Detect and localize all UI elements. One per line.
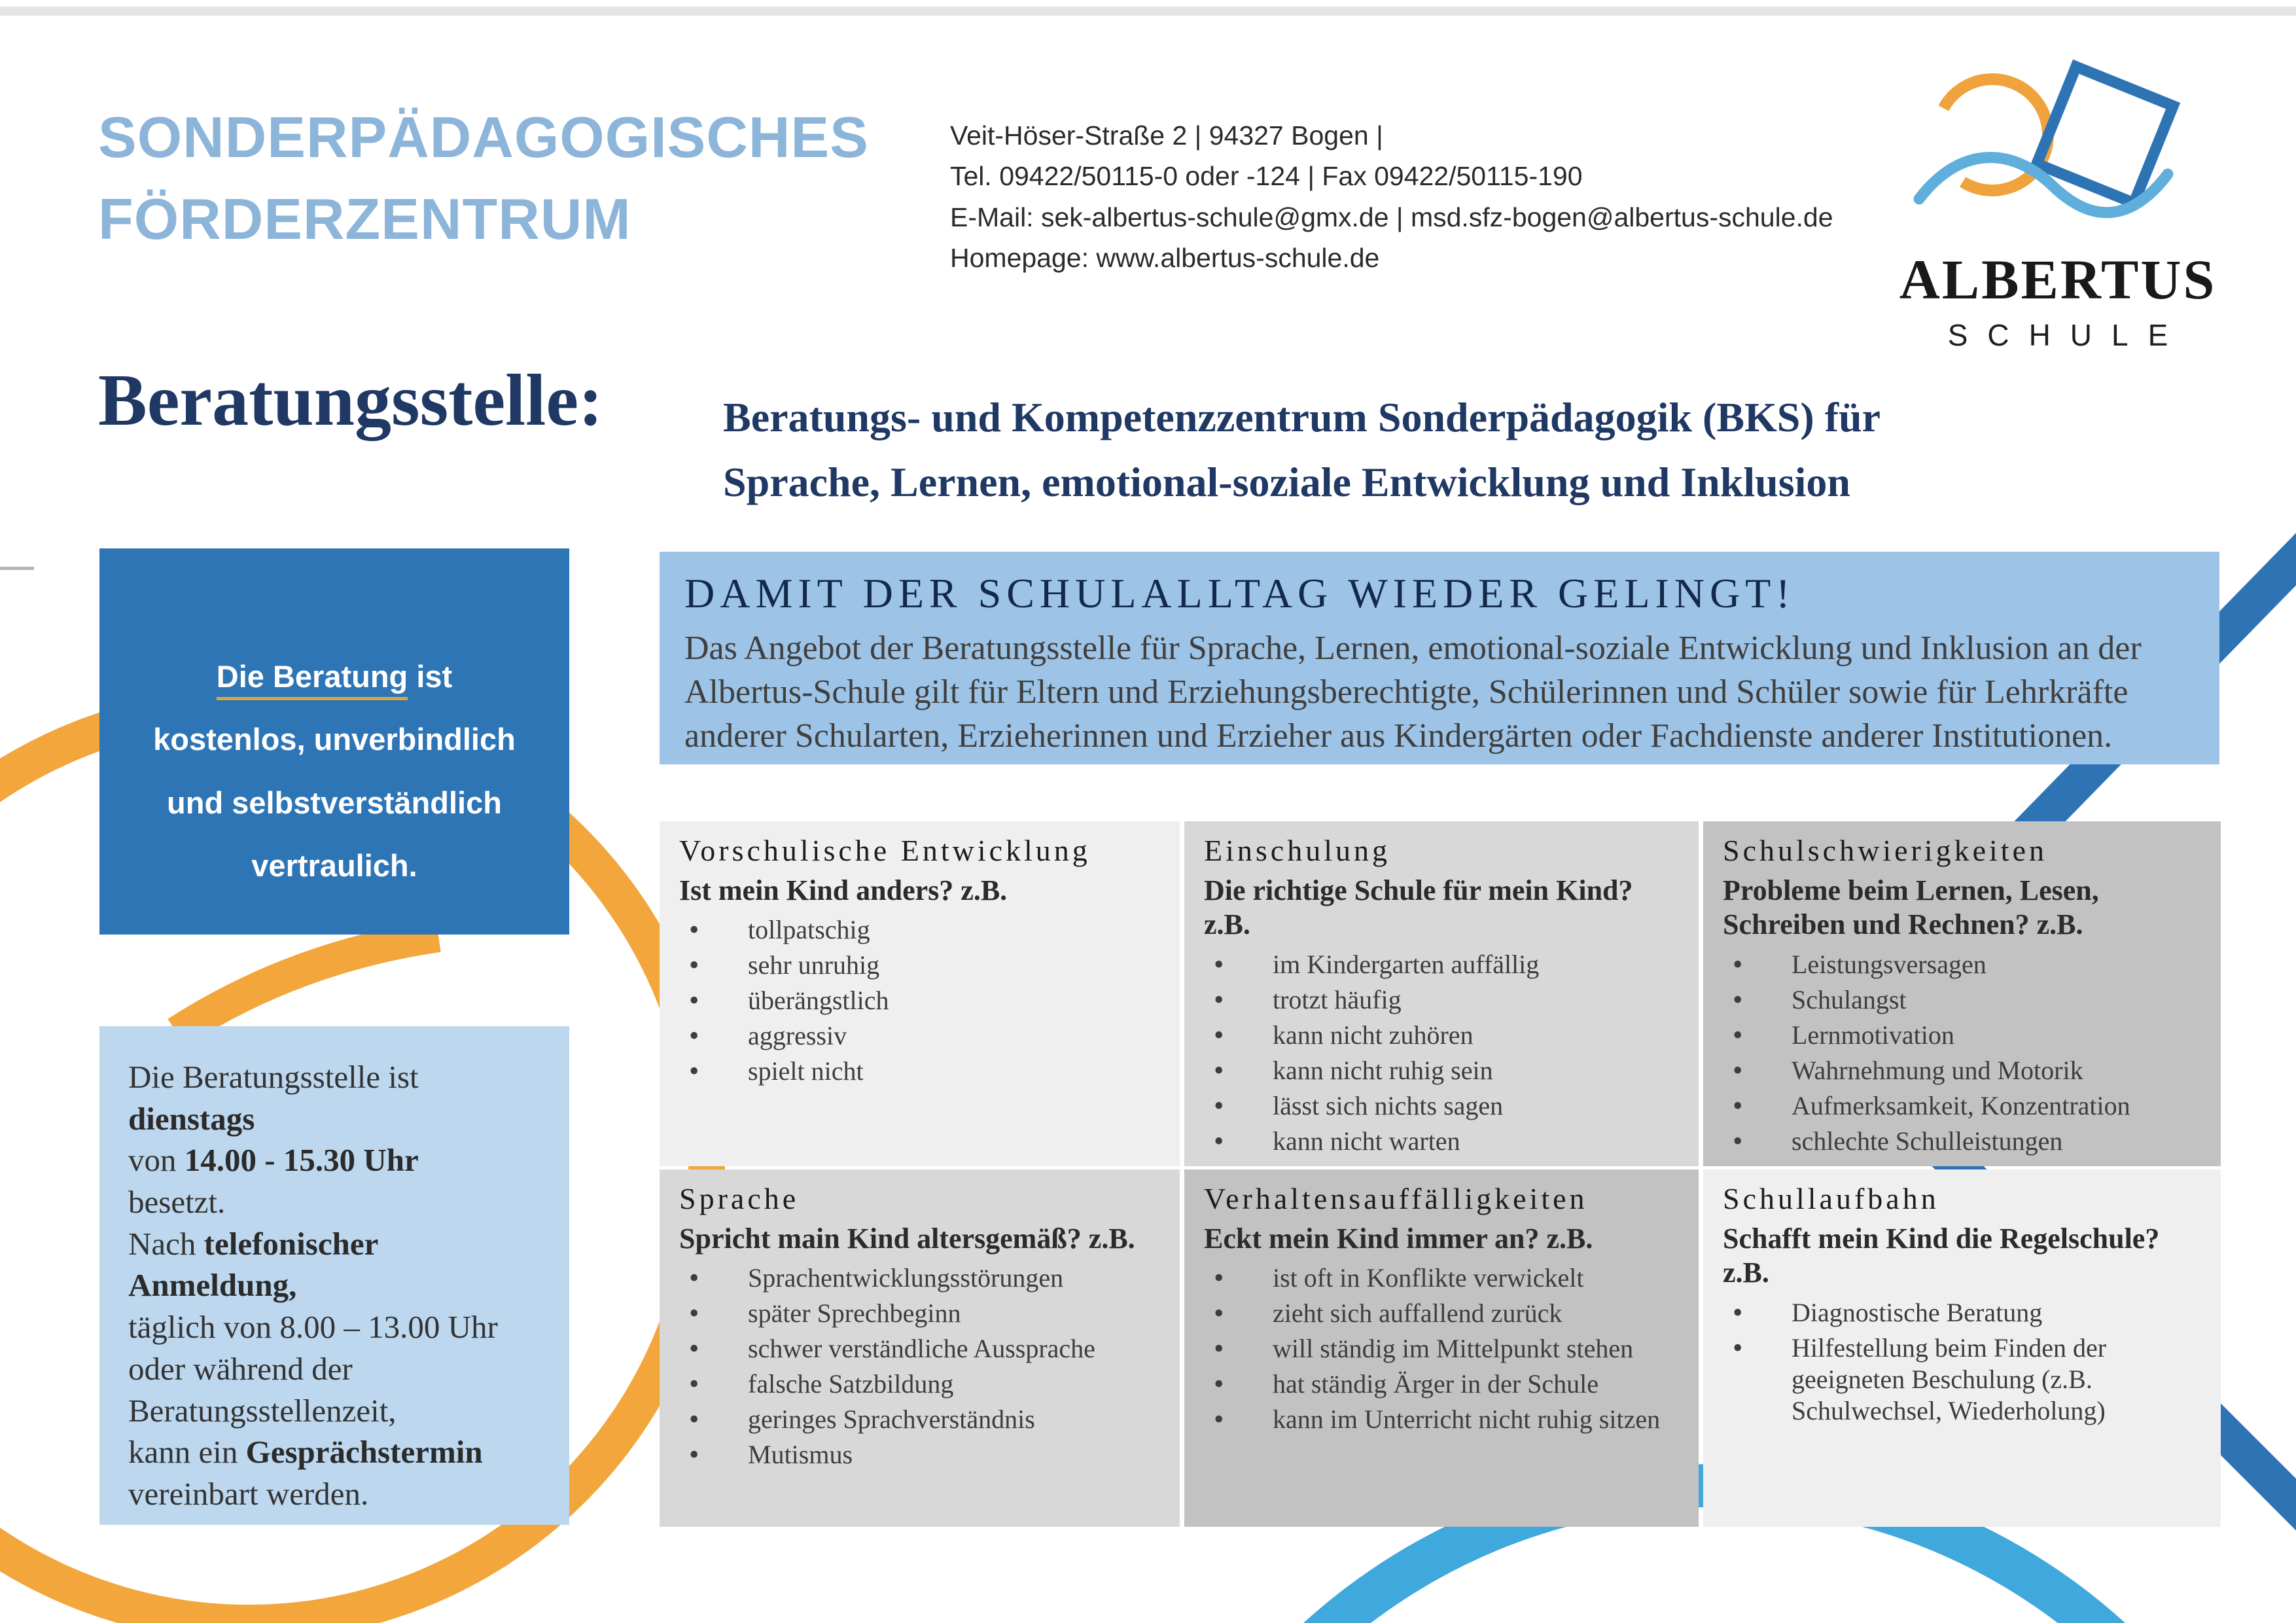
contact-block xyxy=(950,115,1899,278)
topic-card-5 xyxy=(1184,1169,1699,1527)
page-subtitle-line1: Beratungs- und Kompetenzzentrum Sonderpädagogik (BKS) für xyxy=(723,394,1881,440)
topic-question: Schafft mein Kind die Regelschule? z.B. xyxy=(1723,1222,2160,1289)
topics-grid xyxy=(660,821,2219,1527)
list-item: • im Kindergarten auffällig xyxy=(1204,949,1680,980)
list-item: • tollpatschig xyxy=(679,914,1161,946)
opening-hours-line: besetzt. xyxy=(128,1184,226,1221)
list-item: • falsche Satzbildung xyxy=(679,1368,1161,1400)
topic-list xyxy=(679,914,1161,1087)
banner-heading: DAMIT DER SCHULALLTAG WIEDER GELINGT! xyxy=(684,570,1795,616)
opening-hours-text xyxy=(128,1056,544,1515)
topic-question: Die richtige Schule für mein Kind? z.B. xyxy=(1204,874,1633,941)
topic-title: Vorschulische Entwicklung xyxy=(679,834,1091,867)
list-item: • später Sprechbeginn xyxy=(679,1298,1161,1329)
topic-question: Ist mein Kind anders? z.B. xyxy=(679,874,1008,906)
underlined-phrase: Die Beratung xyxy=(217,659,408,700)
page-title: Beratungsstelle: xyxy=(98,360,603,441)
list-item: • Hilfestellung beim Finden der geeigneten Beschulung (z.B. Schulwechsel, Wiederholung) xyxy=(1723,1332,2202,1427)
school-logo xyxy=(1894,51,2221,353)
org-title xyxy=(98,97,981,260)
list-item: • schwer verständliche Aussprache xyxy=(679,1333,1161,1364)
list-item: • aggressiv xyxy=(679,1020,1161,1052)
opening-hours-line: oder während der xyxy=(128,1350,353,1387)
banner-body: Das Angebot der Beratungsstelle für Sprache, Lernen, emotional-soziale Entwicklung und Inklusion an der Albertus-Schule gilt für Eltern und Erziehungsberechtigte, Schülerinnen und Schüler sowie für Lehrkräfte anderer Schularten, Erzieherinnen und Erzieher aus Kindergärten oder Fachdienste anderer Institutionen. xyxy=(684,629,2142,755)
list-item: • will ständig im Mittelpunkt stehen xyxy=(1204,1333,1680,1364)
topic-question: Eckt mein Kind immer an? z.B. xyxy=(1204,1222,1593,1255)
topic-title: Sprache xyxy=(679,1182,800,1215)
topic-card-1 xyxy=(660,821,1180,1166)
decor-orange-arc-icon xyxy=(177,936,438,1033)
topic-list xyxy=(1723,1297,2202,1427)
topic-card-2 xyxy=(1184,821,1699,1166)
opening-hours-line: täglich von 8.00 – 13.00 Uhr xyxy=(128,1309,498,1346)
confidentiality-text: Die Beratung ist kostenlos, unverbindlich und selbstverständlich vertraulich. xyxy=(153,659,516,883)
list-item: • Sprachentwicklungsstörungen xyxy=(679,1262,1161,1294)
list-item: • hat ständig Ärger in der Schule xyxy=(1204,1368,1680,1400)
topic-title: Schulschwierigkeiten xyxy=(1723,834,2048,867)
confidentiality-box xyxy=(99,548,569,935)
list-item: • kann im Unterricht nicht ruhig sitzen xyxy=(1204,1404,1680,1435)
list-item: • kann nicht ruhig sein xyxy=(1204,1055,1680,1086)
opening-hours-line: Anmeldung, xyxy=(128,1267,297,1304)
list-item: • Diagnostische Beratung xyxy=(1723,1297,2202,1329)
list-item: • Lernmotivation xyxy=(1723,1020,2202,1051)
margin-dash xyxy=(0,567,34,570)
topic-title: Schullaufbahn xyxy=(1723,1182,1939,1215)
opening-hours-line: vereinbart werden. xyxy=(128,1475,369,1512)
opening-hours-line: Nach telefonischer xyxy=(128,1225,379,1262)
contact-phone-fax: Tel. 09422/50115-0 oder -124 | Fax 09422/50115-190 xyxy=(950,161,1583,192)
logo-graphic-icon xyxy=(1901,51,2215,247)
list-item: • Aufmerksamkeit, Konzentration xyxy=(1723,1090,2202,1122)
opening-hours-line: Die Beratungsstelle ist xyxy=(128,1059,419,1095)
org-title-line2: FÖRDERZENTRUM xyxy=(98,186,631,251)
list-item: • schlechte Schulleistungen xyxy=(1723,1126,2202,1157)
scan-edge-strip xyxy=(0,7,2296,16)
list-item: • Wahrnehmung und Motorik xyxy=(1723,1055,2202,1086)
list-item: • Leistungsversagen xyxy=(1723,949,2202,980)
topic-list xyxy=(1723,949,2202,1157)
page-subtitle xyxy=(723,385,2228,514)
intro-banner xyxy=(660,552,2219,764)
topic-title: Einschulung xyxy=(1204,834,1390,867)
topic-question: Probleme beim Lernen, Lesen, Schreiben und Rechnen? z.B. xyxy=(1723,874,2099,941)
list-item: • sehr unruhig xyxy=(679,950,1161,981)
list-item: • zieht sich auffallend zurück xyxy=(1204,1298,1680,1329)
contact-homepage: Homepage: www.albertus-schule.de xyxy=(950,242,1380,273)
topic-list xyxy=(1204,1262,1680,1435)
list-item: • spielt nicht xyxy=(679,1056,1161,1087)
org-title-line1: SONDERPÄDAGOGISCHES xyxy=(98,105,869,169)
opening-hours-line: von 14.00 - 15.30 Uhr xyxy=(128,1142,419,1179)
contact-email: E-Mail: sek-albertus-schule@gmx.de | msd.sfz-bogen@albertus-schule.de xyxy=(950,202,1833,232)
list-item: • kann nicht zuhören xyxy=(1204,1020,1680,1051)
list-item: • ist oft in Konflikte verwickelt xyxy=(1204,1262,1680,1294)
list-item: • geringes Sprachverständnis xyxy=(679,1404,1161,1435)
list-item: • kann nicht warten xyxy=(1204,1126,1680,1157)
topic-title: Verhaltensauffälligkeiten xyxy=(1204,1182,1588,1215)
topic-question: Spricht main Kind altersgemäß? z.B. xyxy=(679,1222,1135,1255)
list-item: • Schulangst xyxy=(1723,984,2202,1016)
list-item: • trotzt häufig xyxy=(1204,984,1680,1016)
logo-subname: SCHULE xyxy=(1947,318,2188,352)
topic-card-4 xyxy=(660,1169,1180,1527)
topic-card-3 xyxy=(1703,821,2221,1166)
page-subtitle-line2: Sprache, Lernen, emotional-soziale Entwicklung und Inklusion xyxy=(723,459,1850,506)
contact-address: Veit-Höser-Straße 2 | 94327 Bogen | xyxy=(950,120,1383,151)
topic-list xyxy=(679,1262,1161,1471)
list-item: • lässt sich nichts sagen xyxy=(1204,1090,1680,1122)
topic-card-6 xyxy=(1703,1169,2221,1527)
opening-hours-line: dienstags xyxy=(128,1100,255,1137)
opening-hours-box xyxy=(99,1026,569,1525)
opening-hours-line: Beratungsstellenzeit, xyxy=(128,1392,397,1429)
list-item: • Mutismus xyxy=(679,1439,1161,1471)
opening-hours-line: kann ein Gesprächstermin xyxy=(128,1434,483,1471)
logo-name: ALBERTUS xyxy=(1899,248,2217,311)
topic-list xyxy=(1204,949,1680,1157)
list-item: • überängstlich xyxy=(679,985,1161,1016)
